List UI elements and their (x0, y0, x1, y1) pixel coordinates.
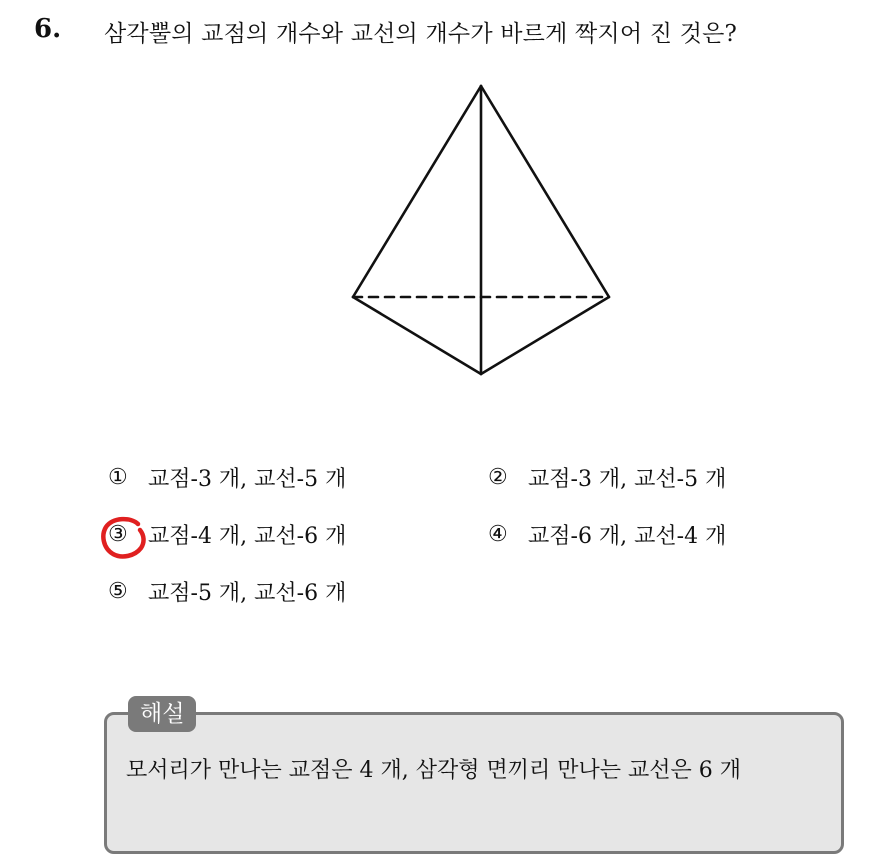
choice-5[interactable] (108, 576, 346, 607)
choice-marker: ⑤ (108, 579, 128, 604)
pyramid-edge-base-right (481, 297, 609, 374)
explanation-label: 해설 (128, 696, 196, 732)
choice-marker: ② (488, 465, 508, 490)
choice-2[interactable] (488, 462, 726, 493)
choice-4[interactable] (488, 519, 726, 550)
pyramid-edge-right (481, 86, 609, 297)
pyramid-edge-left (353, 86, 481, 297)
explanation-text: 모서리가 만나는 교점은 4 개, 삼각형 면끼리 만나는 교선은 6 개 (126, 758, 741, 783)
choice-text: 교점-6 개, 교선-4 개 (528, 524, 727, 549)
pyramid-edge-base-left (353, 297, 481, 374)
choice-marker: ① (108, 465, 128, 490)
choice-marker: ④ (488, 522, 508, 547)
choice-text: 교점-4 개, 교선-6 개 (148, 524, 347, 549)
choice-text: 교점-3 개, 교선-5 개 (528, 467, 727, 492)
choice-text: 교점-5 개, 교선-6 개 (148, 581, 347, 606)
choice-text: 교점-3 개, 교선-5 개 (148, 467, 347, 492)
choice-marker: ③ (108, 522, 128, 547)
question-number: 6. (34, 14, 62, 44)
triangular-pyramid-figure (340, 76, 624, 386)
choice-1[interactable] (108, 462, 346, 493)
choice-3[interactable] (108, 519, 346, 550)
question-text: 삼각뿔의 교점의 개수와 교선의 개수가 바르게 짝지어 진 것은? (104, 21, 738, 47)
